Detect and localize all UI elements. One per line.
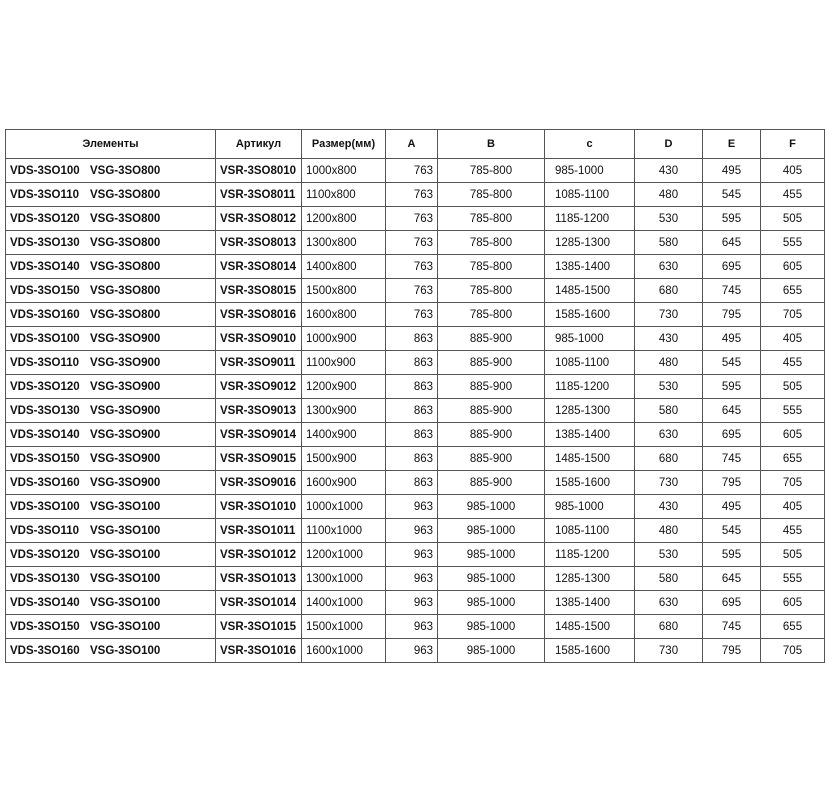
cell-elements [6,351,216,375]
cell-c: 1085-1100 [545,351,635,375]
element-door-code: VDS-3SO140 [10,260,80,273]
cell-a: 763 [386,231,438,255]
cell-article: VSR-3SO9011 [216,351,302,375]
cell-e: 595 [703,543,761,567]
table-row [6,615,825,639]
element-door-code: VDS-3SO150 [10,284,80,297]
cell-e: 595 [703,375,761,399]
cell-a: 763 [386,183,438,207]
table-row [6,423,825,447]
cell-f: 405 [761,495,825,519]
cell-f: 655 [761,279,825,303]
cell-f: 455 [761,519,825,543]
cell-d: 730 [635,303,703,327]
cell-f: 505 [761,375,825,399]
cell-f: 505 [761,207,825,231]
cell-a: 963 [386,591,438,615]
cell-size: 1000x1000 [302,495,386,519]
cell-f: 455 [761,351,825,375]
cell-d: 430 [635,327,703,351]
table-body [6,159,825,663]
cell-d: 480 [635,183,703,207]
cell-e: 695 [703,591,761,615]
table-row [6,231,825,255]
cell-b: 985-1000 [438,495,545,519]
cell-c: 985-1000 [545,495,635,519]
cell-e: 495 [703,495,761,519]
cell-article: VSR-3SO1011 [216,519,302,543]
cell-elements [6,183,216,207]
cell-e: 745 [703,447,761,471]
cell-size: 1600x800 [302,303,386,327]
element-glass-code: VSG-3SO800 [90,308,161,321]
cell-b: 785-800 [438,159,545,183]
cell-article: VSR-3SO1015 [216,615,302,639]
cell-size: 1000x800 [302,159,386,183]
element-door-code: VDS-3SO130 [10,572,80,585]
cell-article: VSR-3SO9014 [216,423,302,447]
table-row [6,543,825,567]
element-glass-code: VSG-3SO800 [90,236,161,249]
cell-size: 1500x1000 [302,615,386,639]
cell-article: VSR-3SO1014 [216,591,302,615]
element-glass-code: VSG-3SO800 [90,212,161,225]
cell-c: 1585-1600 [545,303,635,327]
cell-article: VSR-3SO1010 [216,495,302,519]
cell-elements [6,591,216,615]
cell-f: 555 [761,231,825,255]
cell-b: 985-1000 [438,567,545,591]
cell-a: 763 [386,207,438,231]
cell-e: 645 [703,399,761,423]
cell-d: 580 [635,399,703,423]
cell-e: 545 [703,183,761,207]
cell-f: 405 [761,327,825,351]
cell-article: VSR-3SO1013 [216,567,302,591]
cell-elements [6,375,216,399]
cell-elements [6,495,216,519]
cell-c: 1485-1500 [545,279,635,303]
table-row [6,327,825,351]
cell-size: 1200x900 [302,375,386,399]
element-glass-code: VSG-3SO100 [90,620,161,633]
cell-size: 1100x900 [302,351,386,375]
header-e: E [703,130,761,159]
element-door-code: VDS-3SO110 [10,356,80,369]
element-glass-code: VSG-3SO100 [90,500,161,513]
element-door-code: VDS-3SO140 [10,428,80,441]
cell-d: 730 [635,471,703,495]
cell-elements [6,567,216,591]
cell-b: 785-800 [438,231,545,255]
table-row [6,351,825,375]
cell-article: VSR-3SO9010 [216,327,302,351]
header-c: c [545,130,635,159]
element-door-code: VDS-3SO100 [10,332,80,345]
cell-c: 1485-1500 [545,615,635,639]
element-door-code: VDS-3SO110 [10,188,80,201]
cell-size: 1500x800 [302,279,386,303]
element-door-code: VDS-3SO120 [10,380,80,393]
cell-c: 1185-1200 [545,543,635,567]
cell-article: VSR-3SO9012 [216,375,302,399]
cell-article: VSR-3SO9013 [216,399,302,423]
header-f: F [761,130,825,159]
cell-d: 480 [635,351,703,375]
cell-a: 963 [386,519,438,543]
cell-c: 1385-1400 [545,423,635,447]
cell-b: 885-900 [438,423,545,447]
cell-c: 1285-1300 [545,231,635,255]
header-row [6,130,825,159]
cell-e: 545 [703,519,761,543]
cell-b: 885-900 [438,471,545,495]
table-row [6,183,825,207]
table-row [6,159,825,183]
table-row [6,207,825,231]
table-row [6,591,825,615]
cell-d: 480 [635,519,703,543]
cell-d: 680 [635,447,703,471]
cell-c: 1085-1100 [545,519,635,543]
cell-size: 1400x800 [302,255,386,279]
cell-b: 785-800 [438,207,545,231]
cell-c: 1185-1200 [545,207,635,231]
cell-b: 785-800 [438,303,545,327]
cell-f: 705 [761,303,825,327]
cell-c: 985-1000 [545,327,635,351]
cell-size: 1400x900 [302,423,386,447]
header-article: Артикул [216,130,302,159]
cell-article: VSR-3SO8016 [216,303,302,327]
cell-e: 795 [703,639,761,663]
cell-article: VSR-3SO1012 [216,543,302,567]
cell-c: 1585-1600 [545,639,635,663]
cell-f: 605 [761,255,825,279]
cell-c: 1285-1300 [545,399,635,423]
cell-b: 985-1000 [438,543,545,567]
element-glass-code: VSG-3SO100 [90,524,161,537]
cell-size: 1500x900 [302,447,386,471]
element-glass-code: VSG-3SO900 [90,452,161,465]
cell-size: 1200x1000 [302,543,386,567]
cell-c: 1085-1100 [545,183,635,207]
element-glass-code: VSG-3SO900 [90,332,161,345]
cell-f: 605 [761,591,825,615]
cell-d: 630 [635,591,703,615]
cell-d: 630 [635,423,703,447]
element-glass-code: VSG-3SO800 [90,164,161,177]
cell-size: 1100x800 [302,183,386,207]
element-glass-code: VSG-3SO900 [90,356,161,369]
cell-elements [6,231,216,255]
table-row [6,303,825,327]
cell-e: 595 [703,207,761,231]
cell-article: VSR-3SO8010 [216,159,302,183]
element-door-code: VDS-3SO160 [10,476,80,489]
header-b: B [438,130,545,159]
cell-a: 863 [386,447,438,471]
table-row [6,447,825,471]
cell-b: 785-800 [438,183,545,207]
table-row [6,519,825,543]
cell-d: 430 [635,495,703,519]
element-glass-code: VSG-3SO900 [90,476,161,489]
cell-f: 555 [761,567,825,591]
cell-elements [6,471,216,495]
element-glass-code: VSG-3SO800 [90,188,161,201]
element-glass-code: VSG-3SO900 [90,380,161,393]
element-door-code: VDS-3SO130 [10,404,80,417]
spec-table [5,129,825,663]
cell-size: 1200x800 [302,207,386,231]
cell-e: 545 [703,351,761,375]
cell-article: VSR-3SO8012 [216,207,302,231]
cell-f: 505 [761,543,825,567]
cell-article: VSR-3SO9016 [216,471,302,495]
cell-c: 1585-1600 [545,471,635,495]
cell-b: 985-1000 [438,591,545,615]
cell-e: 495 [703,159,761,183]
element-glass-code: VSG-3SO800 [90,284,161,297]
cell-d: 630 [635,255,703,279]
element-door-code: VDS-3SO150 [10,452,80,465]
table-row [6,495,825,519]
cell-c: 1485-1500 [545,447,635,471]
cell-size: 1300x1000 [302,567,386,591]
cell-d: 580 [635,567,703,591]
table-row [6,639,825,663]
header-d: D [635,130,703,159]
cell-b: 985-1000 [438,639,545,663]
cell-elements [6,543,216,567]
element-glass-code: VSG-3SO100 [90,644,161,657]
cell-e: 645 [703,567,761,591]
cell-article: VSR-3SO8014 [216,255,302,279]
cell-article: VSR-3SO8011 [216,183,302,207]
cell-d: 530 [635,375,703,399]
cell-b: 885-900 [438,327,545,351]
cell-a: 763 [386,279,438,303]
cell-a: 863 [386,423,438,447]
cell-article: VSR-3SO1016 [216,639,302,663]
cell-d: 580 [635,231,703,255]
header-size: Размер(мм) [302,130,386,159]
cell-a: 863 [386,327,438,351]
cell-b: 885-900 [438,447,545,471]
cell-size: 1400x1000 [302,591,386,615]
cell-size: 1300x900 [302,399,386,423]
cell-elements [6,159,216,183]
header-elements: Элементы [6,130,216,159]
element-door-code: VDS-3SO160 [10,644,80,657]
cell-c: 1185-1200 [545,375,635,399]
cell-size: 1100x1000 [302,519,386,543]
cell-f: 655 [761,447,825,471]
cell-d: 430 [635,159,703,183]
cell-b: 985-1000 [438,615,545,639]
cell-f: 405 [761,159,825,183]
element-door-code: VDS-3SO140 [10,596,80,609]
table-row [6,255,825,279]
cell-f: 555 [761,399,825,423]
cell-a: 763 [386,303,438,327]
cell-f: 605 [761,423,825,447]
cell-c: 1385-1400 [545,591,635,615]
cell-a: 963 [386,615,438,639]
cell-c: 1385-1400 [545,255,635,279]
element-glass-code: VSG-3SO100 [90,572,161,585]
cell-b: 785-800 [438,255,545,279]
element-door-code: VDS-3SO100 [10,500,80,513]
cell-b: 885-900 [438,399,545,423]
cell-elements [6,327,216,351]
element-door-code: VDS-3SO100 [10,164,80,177]
cell-article: VSR-3SO8015 [216,279,302,303]
cell-size: 1300x800 [302,231,386,255]
cell-b: 885-900 [438,375,545,399]
element-door-code: VDS-3SO150 [10,620,80,633]
element-glass-code: VSG-3SO900 [90,404,161,417]
cell-f: 455 [761,183,825,207]
element-door-code: VDS-3SO160 [10,308,80,321]
cell-f: 705 [761,471,825,495]
cell-elements [6,279,216,303]
cell-e: 745 [703,615,761,639]
cell-size: 1600x1000 [302,639,386,663]
cell-e: 645 [703,231,761,255]
cell-a: 963 [386,639,438,663]
cell-elements [6,255,216,279]
cell-f: 705 [761,639,825,663]
cell-a: 763 [386,255,438,279]
cell-a: 863 [386,375,438,399]
element-glass-code: VSG-3SO100 [90,548,161,561]
cell-b: 985-1000 [438,519,545,543]
cell-article: VSR-3SO9015 [216,447,302,471]
cell-e: 795 [703,303,761,327]
header-a: A [386,130,438,159]
cell-d: 730 [635,639,703,663]
element-glass-code: VSG-3SO900 [90,428,161,441]
cell-e: 695 [703,423,761,447]
table-row [6,399,825,423]
cell-d: 680 [635,279,703,303]
cell-a: 863 [386,399,438,423]
cell-d: 530 [635,207,703,231]
cell-e: 495 [703,327,761,351]
cell-size: 1000x900 [302,327,386,351]
cell-b: 885-900 [438,351,545,375]
cell-c: 1285-1300 [545,567,635,591]
cell-a: 863 [386,471,438,495]
cell-elements [6,399,216,423]
cell-elements [6,207,216,231]
cell-elements [6,615,216,639]
cell-elements [6,423,216,447]
cell-b: 785-800 [438,279,545,303]
table-row [6,471,825,495]
table-row [6,567,825,591]
element-door-code: VDS-3SO120 [10,548,80,561]
cell-article: VSR-3SO8013 [216,231,302,255]
element-glass-code: VSG-3SO800 [90,260,161,273]
cell-elements [6,519,216,543]
element-door-code: VDS-3SO110 [10,524,80,537]
element-door-code: VDS-3SO120 [10,212,80,225]
cell-size: 1600x900 [302,471,386,495]
cell-elements [6,639,216,663]
cell-a: 963 [386,495,438,519]
cell-e: 695 [703,255,761,279]
cell-a: 763 [386,159,438,183]
cell-d: 530 [635,543,703,567]
table-row [6,279,825,303]
cell-e: 795 [703,471,761,495]
cell-f: 655 [761,615,825,639]
cell-e: 745 [703,279,761,303]
cell-elements [6,447,216,471]
element-door-code: VDS-3SO130 [10,236,80,249]
cell-a: 963 [386,567,438,591]
cell-a: 863 [386,351,438,375]
element-glass-code: VSG-3SO100 [90,596,161,609]
table-row [6,375,825,399]
cell-a: 963 [386,543,438,567]
cell-d: 680 [635,615,703,639]
cell-elements [6,303,216,327]
cell-c: 985-1000 [545,159,635,183]
